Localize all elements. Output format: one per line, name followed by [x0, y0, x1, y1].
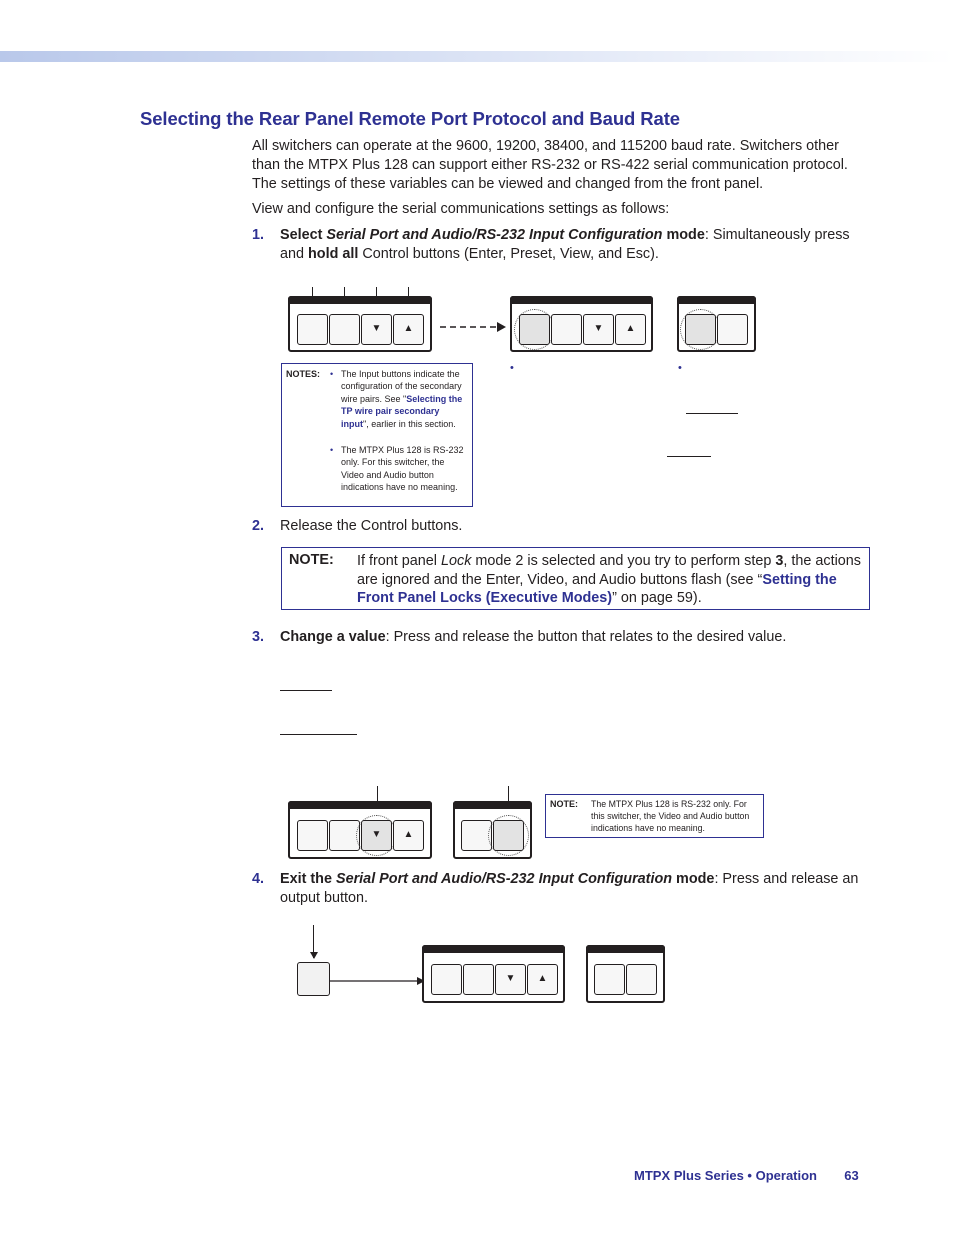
bullet: •	[678, 362, 682, 374]
enter-button[interactable]	[297, 820, 328, 851]
lock-note-text: If front panel Lock mode 2 is selected and you try to perform step 3, the actions are ignored and the Enter, Video, and Audio buttons flash (see “Setting the Front Panel Locks (Executive Modes)” on page 59).	[357, 553, 861, 606]
rs232-note-box: NOTE: The MTPX Plus 128 is RS-232 only. For this switcher, the Video and Audio button indications have no meaning.	[545, 794, 764, 838]
page-footer	[634, 1168, 859, 1183]
front-panel-locks-link[interactable]: Setting the Front Panel Locks (Executive Modes)	[357, 571, 837, 606]
view-button[interactable]	[583, 314, 614, 345]
dashed-arrow-icon	[440, 320, 508, 334]
control-panel-exit	[422, 945, 565, 1003]
arrow-right-icon	[330, 975, 426, 987]
control-panel-result	[510, 296, 653, 352]
intro-paragraph: All switchers can operate at the 9600, 19200, 38400, and 115200 baud rate. Switchers other than the MTPX Plus 128 can support either RS-232 or RS-422 serial communication protocol. The settings of these variables can be viewed and changed from the front panel.	[252, 138, 848, 192]
control-panel-change	[288, 801, 432, 859]
notes-box: NOTES: • The Input buttons indicate the configuration of the secondary wire pairs. See "Selecting the TP wire pair secondary input", earlier in this section. • The MTPX Plus 128 is RS-232 only. For this switcher, the Video and Audio button indications have no meaning.	[281, 363, 473, 507]
down-arrow-icon: ▼	[593, 323, 604, 334]
view-button-lit[interactable]	[361, 820, 392, 851]
view-button[interactable]	[361, 314, 392, 345]
esc-button[interactable]	[393, 314, 424, 345]
lock-note-box: NOTE: If front panel Lock mode 2 is selected and you try to perform step 3, the actions are ignored and the Enter, Video, and Audio buttons flash (see “Setting the Front Panel Locks (Executive Modes)” on page 59).	[281, 547, 870, 610]
up-arrow-icon: ▲	[403, 323, 414, 334]
step-number: 1.	[252, 227, 265, 243]
section-heading: Selecting the Rear Panel Remote Port Protocol and Baud Rate	[140, 108, 680, 129]
preset-button[interactable]	[551, 314, 582, 345]
header-gradient-bar	[0, 51, 954, 62]
audio-button[interactable]	[717, 314, 748, 345]
esc-button[interactable]	[393, 820, 424, 851]
down-arrow-icon: ▼	[371, 323, 382, 334]
enter-button[interactable]	[297, 314, 328, 345]
rs232-note-text: The MTPX Plus 128 is RS-232 only. For this switcher, the Video and Audio button indications have no meaning.	[591, 799, 750, 833]
io-panel-exit	[586, 945, 665, 1003]
footer-title: MTPX Plus Series • Operation	[634, 1168, 817, 1183]
down-arrow-icon: ▼	[505, 973, 516, 984]
esc-button[interactable]	[527, 964, 558, 995]
tp-wire-link[interactable]: Selecting the TP wire pair secondary input	[341, 393, 463, 429]
audio-button-lit[interactable]	[493, 820, 524, 851]
down-arrow-icon: ▼	[371, 829, 382, 840]
enter-button[interactable]	[431, 964, 462, 995]
intro-instruction: View and configure the serial communications settings as follows:	[252, 201, 670, 217]
view-button[interactable]	[495, 964, 526, 995]
preset-button[interactable]	[463, 964, 494, 995]
up-arrow-icon: ▲	[403, 829, 414, 840]
note-1: The Input buttons indicate the configuration of the secondary wire pairs. See "Selecting the TP wire pair secondary input", earlier in this section.	[341, 369, 463, 429]
enter-button-lit[interactable]	[519, 314, 550, 345]
output-button[interactable]	[297, 962, 330, 996]
io-panel-result	[677, 296, 756, 352]
bullet: •	[510, 362, 514, 374]
io-panel-change	[453, 801, 532, 859]
up-arrow-icon: ▲	[537, 973, 548, 984]
audio-button[interactable]	[626, 964, 657, 995]
esc-button[interactable]	[615, 314, 646, 345]
up-arrow-icon: ▲	[625, 323, 636, 334]
video-button-lit[interactable]	[685, 314, 716, 345]
video-button[interactable]	[594, 964, 625, 995]
mode-name: Serial Port and Audio/RS-232 Input Configuration	[326, 227, 663, 243]
control-panel-held	[288, 296, 432, 352]
step-lead: Select	[280, 227, 327, 243]
note-2: The MTPX Plus 128 is RS-232 only. For this switcher, the Video and Audio button indications have no meaning.	[341, 445, 464, 493]
page-number: 63	[844, 1168, 859, 1183]
preset-button[interactable]	[329, 314, 360, 345]
